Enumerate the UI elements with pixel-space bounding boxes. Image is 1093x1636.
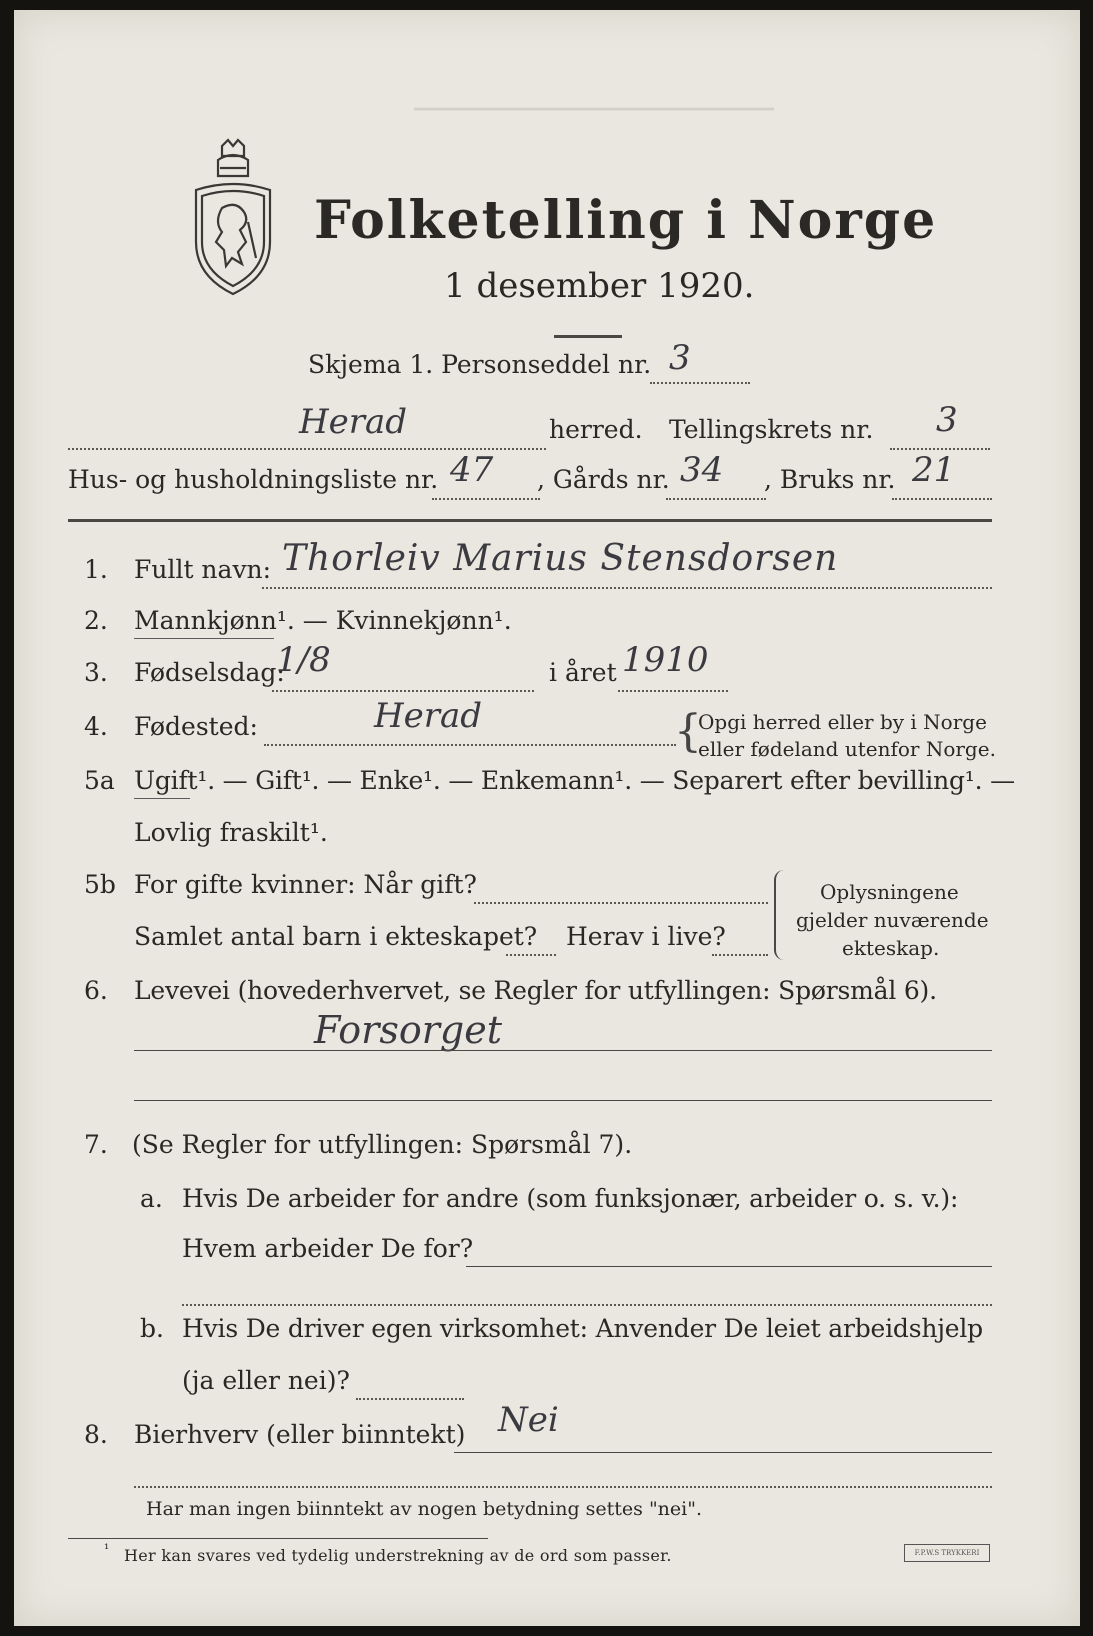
q5a-number: 5a — [84, 766, 115, 795]
hired-help-field[interactable] — [356, 1398, 464, 1400]
census-form — [14, 10, 1080, 1626]
married-when-label: For gifte kvinner: Når gift? — [134, 870, 477, 899]
q4-label: Fødested: — [134, 712, 258, 741]
personseddel-value: 3 — [669, 338, 691, 378]
birthplace-note-brace: { — [674, 706, 702, 757]
q7a-marker: a. — [140, 1184, 163, 1213]
birth-year-value: 1910 — [622, 640, 709, 680]
q8-number: 8. — [84, 1420, 108, 1449]
ugift-underline — [134, 798, 190, 799]
personseddel-field[interactable] — [650, 382, 750, 384]
occupation-value: Forsorget — [314, 1008, 502, 1052]
husliste-value: 47 — [450, 450, 494, 490]
q3-number: 3. — [84, 658, 108, 687]
tellingskrets-value: 3 — [936, 400, 958, 440]
gender-options[interactable]: Mannkjønn¹. — Kvinnekjønn¹. — [134, 606, 512, 635]
employer-label: Hvem arbeider De for? — [182, 1234, 474, 1263]
marriage-note-line3: ekteskap. — [842, 936, 940, 960]
form-title: Folketelling i Norge — [314, 190, 938, 251]
herred-label: herred. — [549, 415, 643, 444]
birthday-field[interactable] — [272, 690, 534, 692]
full-name-field[interactable] — [262, 587, 992, 589]
gards-field[interactable] — [666, 498, 766, 500]
bruks-label: , Bruks nr. — [764, 465, 896, 494]
employer-field-line2[interactable] — [182, 1304, 992, 1306]
gards-label: , Gårds nr. — [537, 465, 670, 494]
civil-status-options[interactable]: Ugift¹. — Gift¹. — Enke¹. — Enkemann¹. — Separert efter bevilling¹. — — [134, 766, 1015, 795]
footnote-marker: ¹ — [104, 1542, 110, 1557]
side-income-value: Nei — [498, 1400, 559, 1440]
footnote-divider — [68, 1538, 488, 1539]
q5b-number: 5b — [84, 870, 116, 899]
tellingskrets-label: Tellingskrets nr. — [669, 415, 874, 444]
q7b-marker: b. — [140, 1314, 164, 1343]
marriage-note-brace — [774, 870, 790, 960]
printer-stamp: F.P.W.S TRYKKERI — [904, 1544, 990, 1562]
side-income-field[interactable] — [454, 1452, 992, 1453]
q1-number: 1. — [84, 555, 108, 584]
mannkjonn-underline — [134, 638, 274, 639]
gards-value: 34 — [680, 450, 724, 490]
q3-label: Fødselsdag: — [134, 658, 285, 687]
side-income-field-line2[interactable] — [134, 1486, 992, 1488]
q7-label: (Se Regler for utfyllingen: Spørsmål 7). — [132, 1130, 633, 1159]
q7b-question: Hvis De driver egen virksomhet: Anvender De leiet arbeidshjelp — [182, 1314, 983, 1343]
employer-field[interactable] — [466, 1266, 992, 1267]
birth-year-field[interactable] — [618, 690, 728, 692]
children-alive-label: Herav i live? — [566, 922, 726, 951]
civil-status-options-line2[interactable]: Lovlig fraskilt¹. — [134, 818, 328, 847]
children-total-label: Samlet antal barn i ekteskapet? — [134, 922, 538, 951]
nei-instruction: Har man ingen biinntekt av nogen betydning settes "nei". — [146, 1498, 703, 1520]
hired-help-label: (ja eller nei)? — [182, 1366, 350, 1395]
q7a-question: Hvis De arbeider for andre (som funksjonær, arbeider o. s. v.): — [182, 1184, 959, 1213]
side-income-label: Bierhverv (eller biinntekt) — [134, 1420, 466, 1449]
bruks-value: 21 — [912, 450, 956, 490]
q7-number: 7. — [84, 1130, 108, 1159]
husliste-field[interactable] — [432, 498, 540, 500]
husliste-label: Hus- og husholdningsliste nr. — [68, 465, 439, 494]
skjema-label: Skjema 1. Personseddel nr. — [308, 350, 652, 379]
birthday-value: 1/8 — [276, 640, 331, 680]
q4-number: 4. — [84, 712, 108, 741]
bruks-field[interactable] — [892, 498, 992, 500]
children-alive-field[interactable] — [712, 954, 768, 956]
children-total-field[interactable] — [506, 954, 556, 956]
married-when-field[interactable] — [474, 902, 768, 904]
year-label: i året — [549, 658, 617, 687]
birthplace-field[interactable] — [264, 744, 676, 746]
occupation-label: Levevei (hovederhvervet, se Regler for utfyllingen: Spørsmål 6). — [134, 976, 937, 1005]
q2-number: 2. — [84, 606, 108, 635]
birthplace-value: Herad — [374, 696, 483, 736]
bleed-through-text: ▁▁▁▁▁▁▁▁▁▁▁▁▁▁▁▁▁▁▁▁▁▁▁▁▁▁ — [414, 90, 774, 111]
marriage-note-line2: gjelder nuværende — [796, 908, 989, 932]
census-date: 1 desember 1920. — [444, 266, 755, 306]
footnote-text: Her kan svares ved tydelig understrekning av de ord som passer. — [124, 1546, 672, 1565]
birthplace-note-line2: eller fødeland utenfor Norge. — [698, 737, 996, 761]
marriage-note-line1: Oplysningene — [820, 880, 959, 904]
q1-label: Fullt navn: — [134, 555, 272, 584]
birthplace-note-line1: Opgi herred eller by i Norge — [698, 710, 987, 734]
title-divider — [554, 335, 622, 338]
occupation-field-line2[interactable] — [134, 1100, 992, 1101]
header-divider — [68, 519, 992, 522]
norway-coat-of-arms-icon — [192, 138, 274, 298]
occupation-field-line1[interactable] — [134, 1050, 992, 1051]
q6-number: 6. — [84, 976, 108, 1005]
full-name-value: Thorleiv Marius Stensdorsen — [282, 538, 839, 579]
herred-value: Herad — [299, 402, 408, 442]
